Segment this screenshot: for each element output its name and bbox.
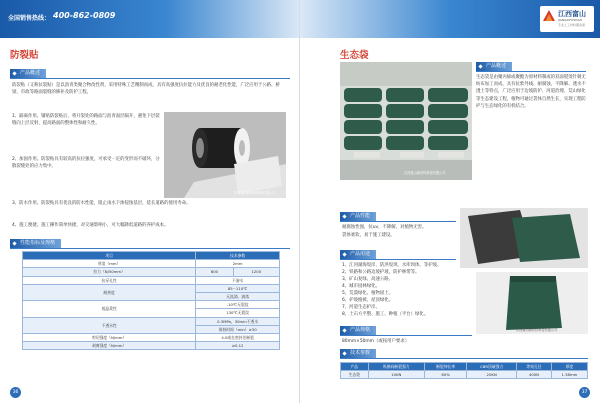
left-photo-caption: 江西富山新材料科技有限公司 (234, 191, 276, 195)
table-cell: 85~110℃ (196, 284, 280, 292)
eco-bag-single-illustration (476, 272, 588, 334)
eco-bag-stack-illustration (340, 62, 472, 180)
table-cell: 4.0或在密封处断裂 (196, 333, 280, 341)
table-header-cell: CBR顶破强力 (467, 363, 517, 371)
left-feature-1: 1、隔离作用。铺贴防裂贴后，将开裂处的路面与沥青面层隔开，避免下层裂缝向上层反射，提高路面的整体性和耐久性。 (12, 114, 160, 127)
table-cell: 剪切强度（N/mm） (23, 333, 196, 341)
table-row (23, 301, 280, 309)
right-params-tag-line (340, 358, 588, 359)
right-page (300, 0, 600, 403)
table-cell: 不透水性 (23, 317, 196, 333)
left-overview-tag: 产品概述 (10, 69, 46, 78)
list-item: 耐腐蚀性强，抗uv，不降解，对植物无害。 (342, 225, 427, 230)
table-header-cell: 断裂伸长率 (425, 363, 467, 371)
right-photo-caption-bottom: 江西富山新材料科技有限公司 (516, 328, 558, 332)
logo-tagline: 专业土工材料服务商 (558, 23, 586, 27)
table-row (23, 284, 280, 292)
table-cell: 1.38mm (551, 371, 587, 379)
table-cell: 2mm (196, 260, 280, 268)
right-photo-caption-top: 江西富山新材料科技有限公司 (404, 171, 446, 175)
hotline-label: 全国销售热线： (8, 15, 51, 22)
table-header-cell: 产品 (341, 363, 369, 371)
table-header-cell: 等效孔径 (517, 363, 552, 371)
table-cell: 剥离强度（N/mm） (23, 342, 196, 350)
list-item: 1、江河湖海堤岸、防洪堤坝、水库坝体、等护坡。 (342, 263, 442, 268)
table-cell: 1200 (233, 268, 279, 276)
right-params-tag: 技术参数 (340, 349, 376, 358)
right-spec-text: 80mm×50mm（或按用户要求） (342, 339, 410, 344)
table-cell: 保持时间（min）≥30 (196, 325, 280, 333)
left-page-title: 防裂贴 (10, 50, 39, 61)
left-page-number: 36 (10, 387, 21, 398)
table-cell: -10℃无裂纹 (196, 301, 280, 309)
eco-bag-sheet-illustration (460, 208, 588, 268)
logo-english-name: JIANGXIFUSHAN (558, 18, 582, 22)
table-row (23, 342, 280, 350)
table-row (23, 268, 280, 276)
right-features-list (342, 224, 458, 240)
right-spec-tag-line (340, 335, 472, 336)
right-spec-tag: 产品规格 (340, 326, 376, 335)
eco-bag-params-table (340, 362, 588, 379)
table-header-cell: 技术参数 (196, 252, 280, 260)
table-cell: ≥0.12 (196, 342, 280, 350)
right-page-title: 生态袋 (340, 50, 369, 61)
left-feature-4: 4、施工便捷。施工操作简单快捷，对交通影响小，可大幅降低道路的养护成本。 (12, 223, 169, 228)
right-features-tag: 产品性能 (340, 212, 376, 221)
table-cell: 800 (196, 268, 233, 276)
right-overview-tag: 产品概述 (476, 62, 512, 71)
table-cell: 130℃无裂纹 (196, 309, 280, 317)
logo-chinese-name: 江西富山 (558, 10, 586, 18)
right-uses-tag: 产品用途 (340, 250, 376, 259)
specs-tag-line (10, 248, 290, 249)
table-row (23, 260, 280, 268)
crack-tape-roll-illustration (164, 112, 286, 198)
table-cell: 20KN (467, 371, 517, 379)
table-header-row (23, 252, 280, 260)
table-cell: 10KN (368, 371, 425, 379)
list-item: 袋体柔软，易于施工建设。 (342, 233, 395, 238)
left-feature-3: 3、防水作用。防裂贴具有优良的防水性能，阻止雨水下渗侵蚀基层，延长道路的使用寿命。 (12, 201, 191, 206)
table-row (341, 371, 588, 379)
table-cell: 拉力（N/50mm） (23, 268, 196, 276)
table-row (23, 333, 280, 341)
right-header-band (300, 0, 600, 38)
table-cell: 400N (517, 371, 552, 379)
crack-tape-photo (164, 112, 286, 198)
table-cell: 0.3MPa，30min不透水 (196, 317, 280, 325)
list-item: 2、铁路和公路边坡护坡、防护林带等。 (342, 270, 420, 275)
right-features-tag-line (340, 221, 456, 222)
specs-tag: 性能指标及规格 (10, 239, 61, 248)
list-item: 8、土石方平整、施工、种植（平台）绿化。 (342, 312, 429, 317)
right-page-number: 37 (579, 387, 590, 398)
list-item: 4、城市园林绿化。 (342, 284, 380, 289)
table-cell: 生态袋 (341, 371, 369, 379)
table-cell: 厚度（mm） (23, 260, 196, 268)
left-feature-2: 2、加固作用。防裂贴具有较高的抗拉强度，可承受一定的变形而不破坏，分散裂缝处的应力集中。 (12, 157, 160, 170)
table-cell: 低温柔性 (23, 301, 196, 317)
list-item: 6、护坡植被、屋顶绿化。 (342, 298, 394, 303)
list-item: 5、荒漠绿化、植物固土。 (342, 291, 394, 296)
eco-bag-stack-photo (340, 62, 472, 180)
table-cell: 耐热度 (23, 284, 196, 300)
company-logo (540, 6, 594, 32)
left-header-band (0, 0, 300, 38)
crack-tape-spec-table (22, 251, 280, 350)
right-overview-text: 生态袋是由聚丙烯或聚酯为原材料制成的双面熨烫针刺无纺布加工而成，具有抗紫外线、耐腐蚀、不降解、透水不透土等特点，广泛应用于边坡防护、河道治理、荒山绿化等生态建设工程，植物可通过袋体自然生长，实现工程防护与生态绿化的有机结合。 (476, 75, 586, 109)
table-cell: 不渗水 (196, 276, 280, 284)
table-header-row (341, 363, 588, 371)
left-overview-tag-line (10, 78, 290, 79)
list-item: 3、矿山复绿、高速公路。 (342, 277, 394, 282)
hotline-number: 400-862-0809 (53, 11, 116, 20)
table-row (23, 276, 280, 284)
table-cell: 无流淌、滴落 (196, 292, 280, 300)
eco-bag-sheet-photo (460, 208, 588, 268)
table-header-cell: 厚度 (551, 363, 587, 371)
eco-bag-single-photo (476, 272, 588, 334)
right-uses-list (342, 262, 462, 318)
table-header-cell: 项目 (23, 252, 196, 260)
table-cell: 60% (425, 371, 467, 379)
table-header-cell: 纵横向断裂强力 (368, 363, 425, 371)
list-item: 7、河道生态护岸。 (342, 305, 380, 310)
right-overview-tag-line (476, 71, 586, 72)
left-overview-text: 防裂贴（又称抗裂贴）是以沥青类聚合物改性剂，采用特殊工艺精制而成，具有高强度抗拉能力及优良的耐老化性能，广泛应用于公路、桥梁、市政等路面裂缝的修补及防护工程。 (12, 83, 280, 96)
table-row (23, 317, 280, 325)
logo-mark-icon (542, 9, 556, 23)
right-uses-tag-line (340, 259, 456, 260)
table-cell: 抗穿孔性 (23, 276, 196, 284)
